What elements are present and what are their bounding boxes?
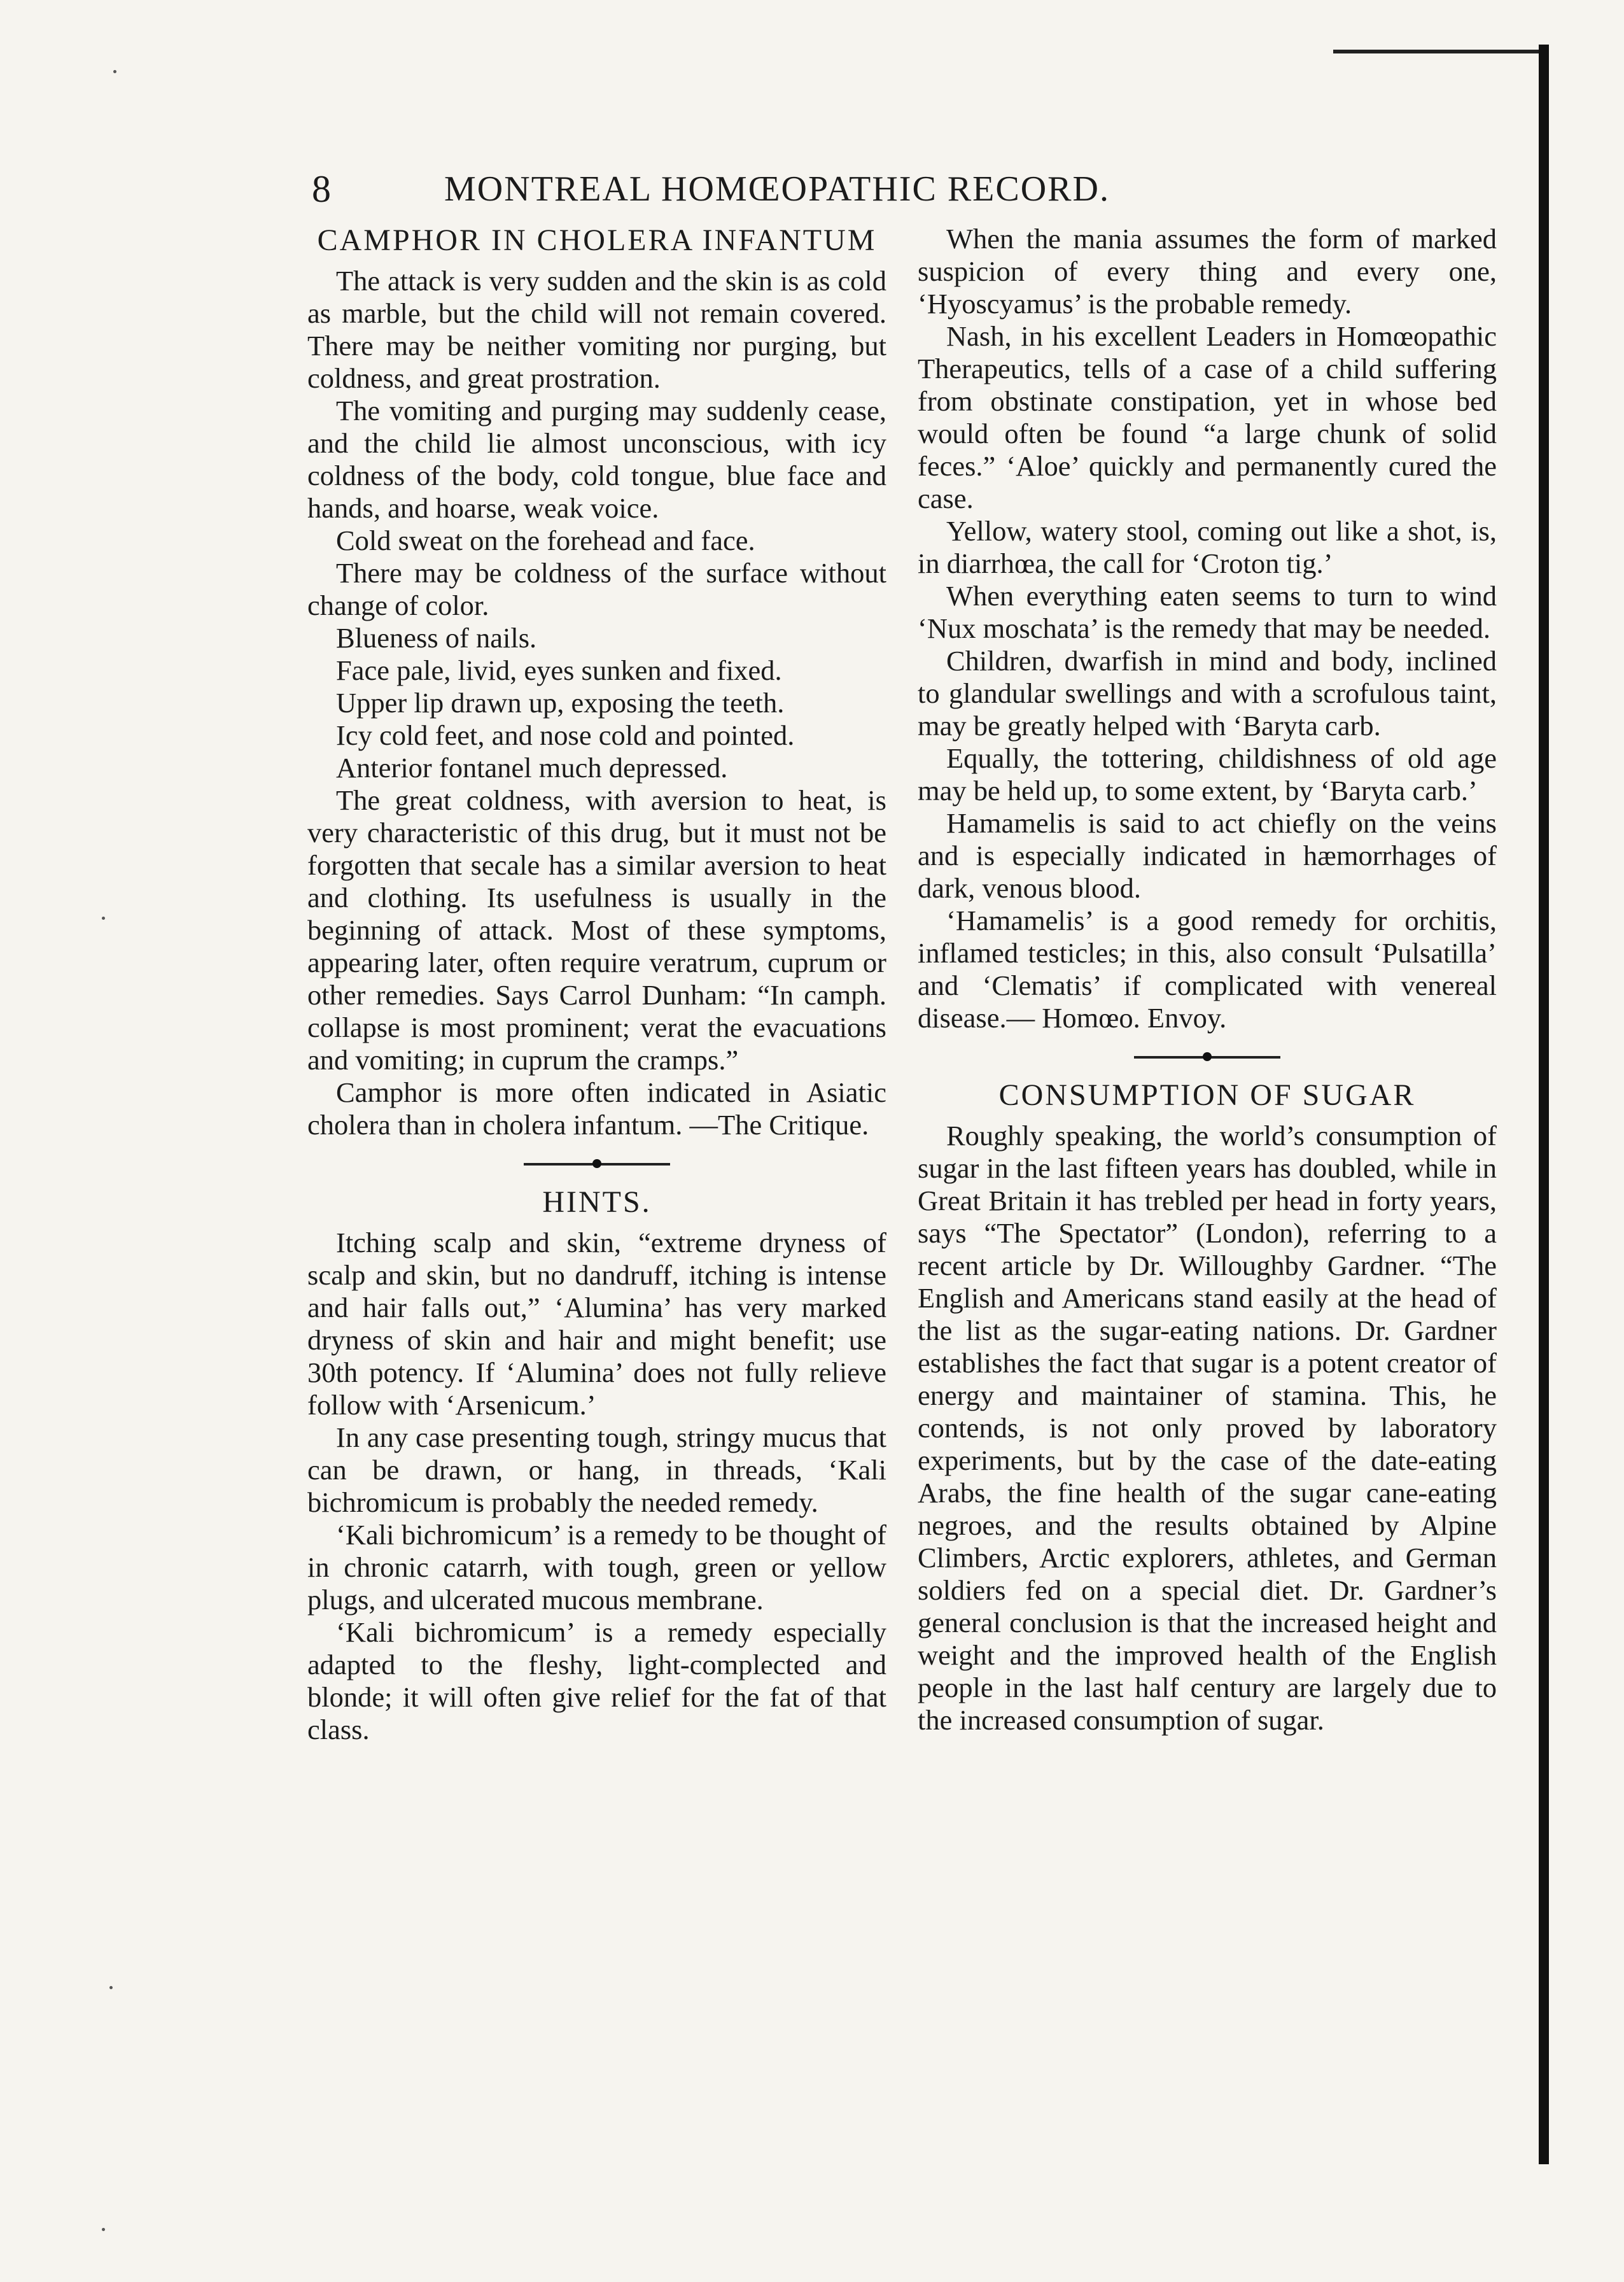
paragraph: Roughly speaking, the world’s consumption of sugar in the last fifteen years has doubled, while in Great Britain it has trebled per head in forty years, says “The Spectator” (London), referring to a recent article by Dr. Willoughby Gardner. “The English and Americans stand easily at the head of the list as the sugar-eating nations. Dr. Gardner establishes the fact that sugar is a potent creator of energy and maintainer of stamina. This, he contends, is not only proved by laboratory experiments, but by the case of the date-eating Arabs, the fine health of the sugar cane-eating negroes, and the results obtained by Alpine Climbers, Arctic explorers, athletes, and German soldiers fed on a special diet. Dr. Gardner’s general conclusion is that the increased height and weight and the improved health of the English people in the last half century are largely due to the increased consumption of sugar. <box>918 1120 1497 1736</box>
ink-speck <box>102 917 105 920</box>
right-column <box>918 223 1497 1736</box>
paragraph: Equally, the tottering, childishness of old age may be held up, to some extent, by ‘Baryta carb.’ <box>918 742 1497 806</box>
running-title: MONTREAL HOMŒOPATHIC RECORD. <box>444 169 1110 209</box>
camphor-article-body <box>307 265 886 1141</box>
paragraph: ‘Kali bichromicum’ is a remedy to be thought of in chronic catarrh, with tough, green or yellow plugs, and ulcerated mucous membrane. <box>307 1519 886 1616</box>
paragraph: There may be coldness of the surface without change of color. <box>307 557 886 621</box>
ink-speck <box>113 70 116 73</box>
camphor-article-title: CAMPHOR IN CHOLERA INFANTUM <box>317 223 877 257</box>
paragraph: The great coldness, with aversion to heat, is very characteristic of this drug, but it must not be forgotten that secale has a similar aversion to heat and clothing. Its usefulness is usually in the beginning of attack. Most of these symptoms, appearing later, often require veratrum, cuprum or other remedies. Says Carrol Dunham: “In camph. collapse is most prominent; verat the evacuations and vomiting; in cuprum the cramps.” <box>307 784 886 1076</box>
ink-speck <box>109 1986 113 1989</box>
page-number: 8 <box>312 167 332 210</box>
paragraph: ‘Hamamelis’ is a good remedy for orchitis, inflamed testicles; in this, also consult ‘Pulsatilla’ and ‘Clematis’ if complicated with venereal disease.— Homœo. Envoy. <box>918 905 1497 1034</box>
paragraph: The attack is very sudden and the skin is as cold as marble, but the child will not remain covered. There may be neither vomiting nor purging, but coldness, and great prostration. <box>307 265 886 394</box>
paragraph: Hamamelis is said to act chiefly on the veins and is especially indicated in hæmorrhages of dark, venous blood. <box>918 807 1497 904</box>
paragraph: Itching scalp and skin, “extreme dryness of scalp and skin, but no dandruff, itching is intense and hair falls out,” ‘Alumina’ has very marked dryness of skin and hair and might benefit; use 30th potency. If ‘Alumina’ does not fully relieve follow with ‘Arsenicum.’ <box>307 1227 886 1421</box>
paragraph: Nash, in his excellent Leaders in Homœopathic Therapeutics, tells of a case of a child suffering from obstinate constipation, yet in whose bed would often be found “a large chunk of solid feces.” ‘Aloe’ quickly and permanently cured the case. <box>918 320 1497 514</box>
paragraph: When everything eaten seems to turn to wind ‘Nux moschata’ is the remedy that may be needed. <box>918 580 1497 644</box>
paragraph: Yellow, watery stool, coming out like a shot, is, in diarrhœa, the call for ‘Croton tig.’ <box>918 515 1497 579</box>
page-header <box>312 167 1247 211</box>
paragraph: Blueness of nails. <box>336 622 537 654</box>
paragraph: ‘Kali bichromicum’ is a remedy especially adapted to the fleshy, light-complected and blonde; it will often give relief for the fat of that class. <box>307 1616 886 1745</box>
page-edge-top <box>1333 50 1543 53</box>
sugar-article-body <box>918 1120 1497 1736</box>
paragraph: Cold sweat on the forehead and face. <box>336 525 755 556</box>
paragraph: When the mania assumes the form of marked suspicion of every thing and every one, ‘Hyoscyamus’ is the probable remedy. <box>918 223 1497 320</box>
paragraph: Children, dwarfish in mind and body, inclined to glandular swellings and with a scrofulous taint, may be greatly helped with ‘Baryta carb. <box>918 645 1497 742</box>
page-edge-right <box>1539 45 1549 2164</box>
paragraph: Icy cold feet, and nose cold and pointed. <box>336 719 795 751</box>
left-column <box>307 223 886 1746</box>
paragraph: Upper lip drawn up, exposing the teeth. <box>336 687 785 719</box>
section-divider <box>1134 1056 1280 1059</box>
hints-article-body <box>307 1227 886 1746</box>
section-divider <box>524 1163 670 1166</box>
paragraph: In any case presenting tough, stringy mucus that can be drawn, or hang, in threads, ‘Kali bichromicum is probably the needed remedy. <box>307 1421 886 1518</box>
sugar-article-title: CONSUMPTION OF SUGAR <box>998 1078 1416 1112</box>
hints-article-title: HINTS. <box>542 1185 652 1219</box>
ink-speck <box>102 2228 105 2231</box>
hints-continued-body <box>918 223 1497 1034</box>
paragraph: The vomiting and purging may suddenly cease, and the child lie almost unconscious, with icy coldness of the body, cold tongue, blue face and hands, and hoarse, weak voice. <box>307 395 886 524</box>
paragraph: Face pale, livid, eyes sunken and fixed. <box>336 654 782 686</box>
paragraph: Anterior fontanel much depressed. <box>336 752 728 784</box>
paragraph: Camphor is more often indicated in Asiatic cholera than in cholera infantum. —The Critique. <box>307 1076 886 1141</box>
